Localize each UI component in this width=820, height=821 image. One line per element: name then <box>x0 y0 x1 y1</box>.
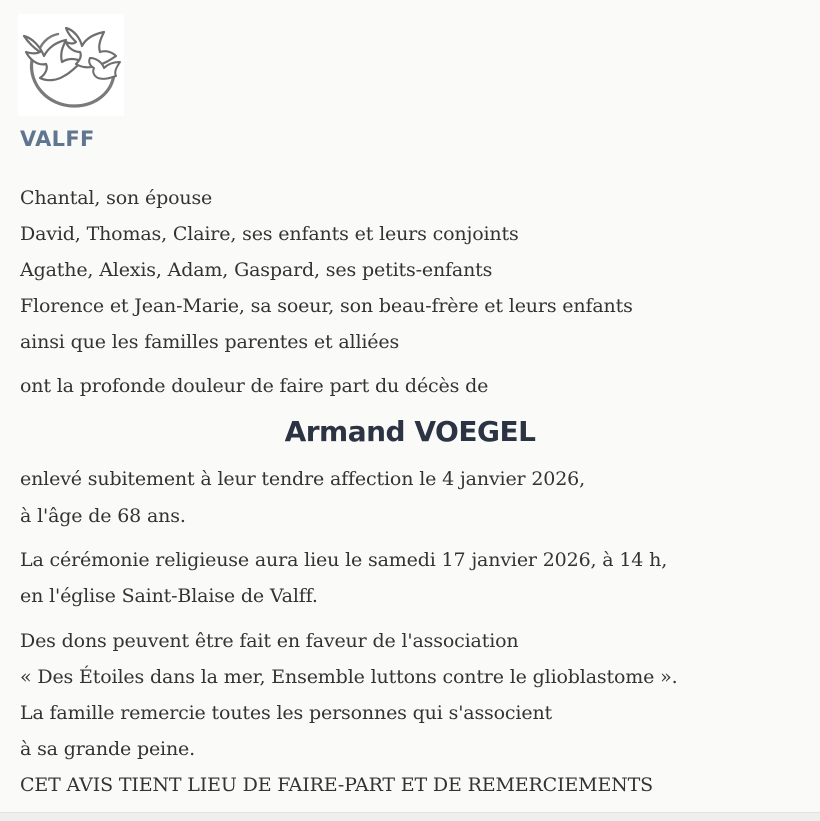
closing-line: CET AVIS TIENT LIEU DE FAIRE-PART ET DE REMERCIEMENTS <box>20 774 654 796</box>
thanks-line-1: La famille remercie toutes les personnes qui s'associent <box>20 702 553 724</box>
family-line-2: David, Thomas, Claire, ses enfants et leurs conjoints <box>20 223 519 245</box>
family-line-4: Florence et Jean-Marie, sa soeur, son beau-frère et leurs enfants <box>20 295 633 317</box>
thanks-line-2: à sa grande peine. <box>20 738 196 760</box>
town-heading: VALFF <box>20 127 95 151</box>
announcement-line: ont la profonde douleur de faire part du décès de <box>20 375 489 397</box>
doves-icon <box>18 14 124 116</box>
family-line-5: ainsi que les familles parentes et alliées <box>20 331 400 353</box>
death-details-line-2: à l'âge de 68 ans. <box>20 505 186 527</box>
donations-line-1: Des dons peuvent être fait en faveur de l'association <box>20 630 519 652</box>
ceremony-line-1: La cérémonie religieuse aura lieu le samedi 17 janvier 2026, à 14 h, <box>20 549 668 571</box>
death-details-line-1: enlevé subitement à leur tendre affection le 4 janvier 2026, <box>20 468 586 490</box>
ceremony-line-2: en l'église Saint-Blaise de Valff. <box>20 585 318 607</box>
family-line-3: Agathe, Alexis, Adam, Gaspard, ses petits-enfants <box>20 259 493 281</box>
deceased-name: Armand VOEGEL <box>284 415 536 448</box>
donations-line-2: « Des Étoiles dans la mer, Ensemble luttons contre le glioblastome ». <box>20 666 678 688</box>
family-line-1: Chantal, son épouse <box>20 187 213 209</box>
